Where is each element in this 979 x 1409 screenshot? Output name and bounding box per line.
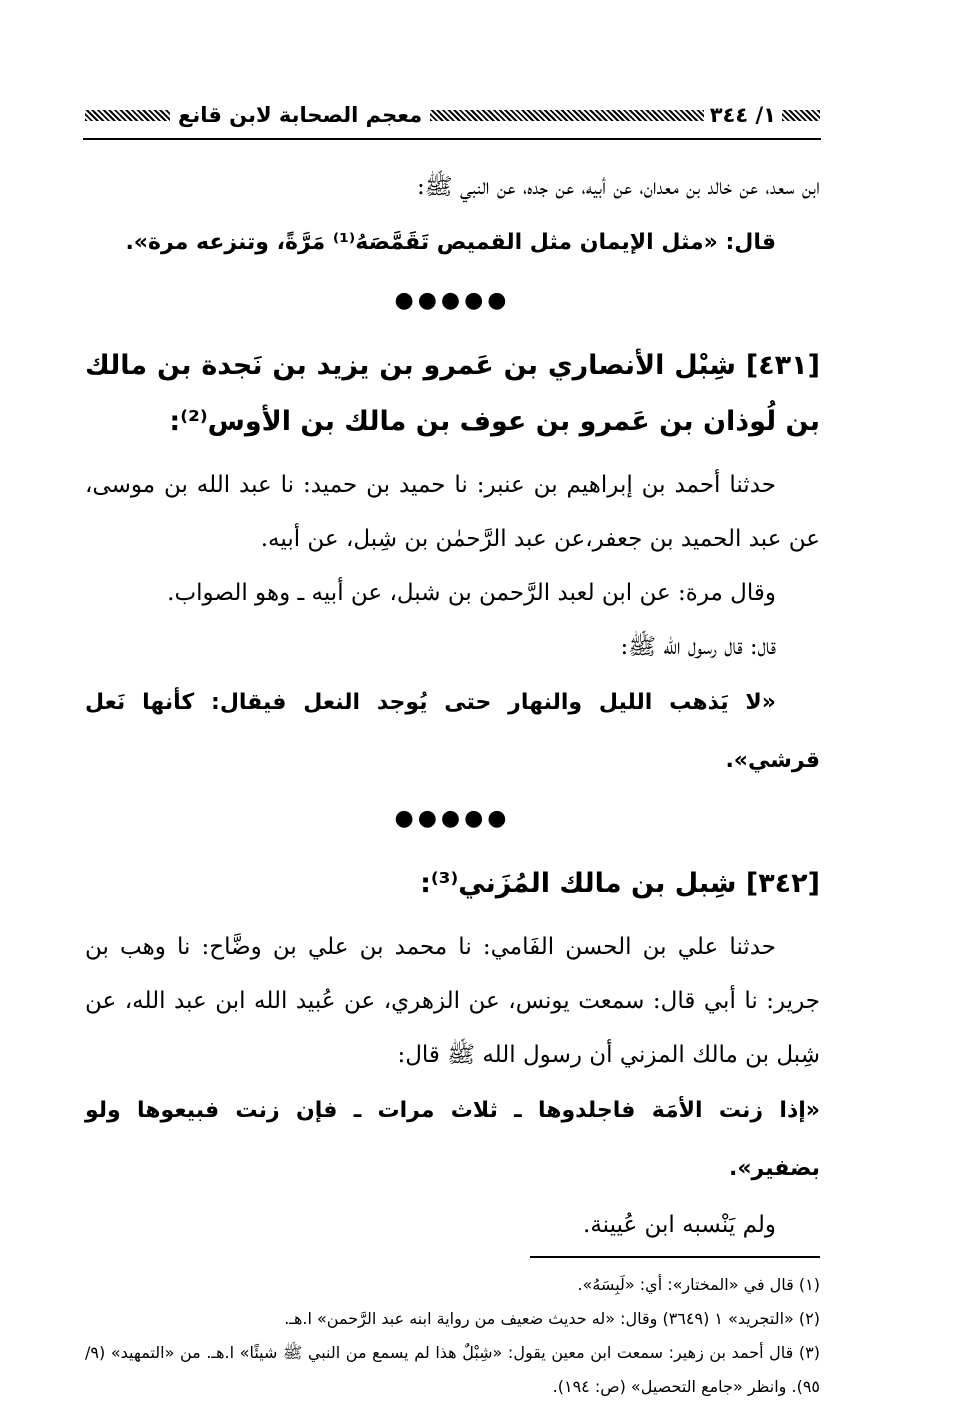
header-rule [83,138,821,140]
text-paragraph: قال: قال رسول الله ﷺ: [620,634,776,660]
entry-heading: [٣٤٢] شِبل بن مالك المُزَني⁽³⁾: [420,868,820,899]
entry-heading: [٤٣١] شِبْل الأنصاري بن عَمرو بن يزيد بن نَجدة بن مالك بن لُوذان بن عَمرو بن عوف بن مالك بن الأوس⁽²⁾: [85,350,820,437]
header-ornament-left [85,110,170,121]
hadith-text: «لا يَذهب الليل والنهار حتى يُوجد النعل فيقال: كأنها نَعل قرشي». [85,690,820,773]
hadith-text: قال: «مثل الإيمان مثل القميص تَقَمَّصَهُ⁽¹⁾ مَرَّةً، وتنزعه مرة». [125,230,776,255]
footnote: (١) قال في «المختار»: أي: «لَبِسَهُ». [577,1275,820,1294]
isnad-paragraph: حدثنا علي بن الحسن الفَامي: نا محمد بن علي بن وضَّاح: نا وهب بن جرير: نا أبي قال: سمعت يونس، عن الزهري، عن عُبيد الله ابن عبد الله، عن شِبل بن مالك المزني أن رسول الله ﷺ قال: [85,934,820,1068]
footnote: (٢) «التجريد» ١ (٣٦٤٩) وقال: «له حديث ضعيف من رواية ابنه عبد الرَّحمن» ا.هـ. [284,1309,820,1328]
footnote-rule [530,1256,820,1258]
header-ornament-middle [430,110,704,121]
isnad-paragraph: حدثنا أحمد بن إبراهيم بن عنبر: نا حميد بن حميد: نا عبد الله بن موسى، عن عبد الحميد بن جعفر،عن عبد الرَّحمٰن بن شِبل، عن أبيه. [85,472,820,552]
text-paragraph: وقال مرة: عن ابن لعبد الرَّحمن بن شبل، عن أبيه ـ وهو الصواب. [167,580,776,606]
section-separator: ●●●●● [394,806,511,831]
running-header [85,100,820,130]
text-paragraph: ابن سعد، عن خالد بن معدان، عن أبيه، عن جده، عن النبي ﷺ: [417,174,820,200]
page-body [85,160,820,1404]
hadith-text: «إذا زنت الأمَة فاجلدوها ـ ثلاث مرات ـ فإن زنت فبيعوها ولو بضفير». [85,1098,820,1181]
text-paragraph: ولم يَنْسبه ابن عُيينة. [583,1212,776,1238]
header-ornament-right [782,110,820,121]
footnote: (٣) قال أحمد بن زهير: سمعت ابن معين يقول: «شِبْلٌ هذا لم يسمع من النبي ﷺ شيئًا» ا.هـ. من «التمهيد» (٩/ ٩٥). وانظر «جامع التحصيل» (ص: ١٩٤). [85,1343,820,1396]
book-title: معجم الصحابة لابن قانع [178,103,423,127]
page-number: ١/ ٣٤٤ [709,103,776,127]
section-separator: ●●●●● [394,288,511,313]
